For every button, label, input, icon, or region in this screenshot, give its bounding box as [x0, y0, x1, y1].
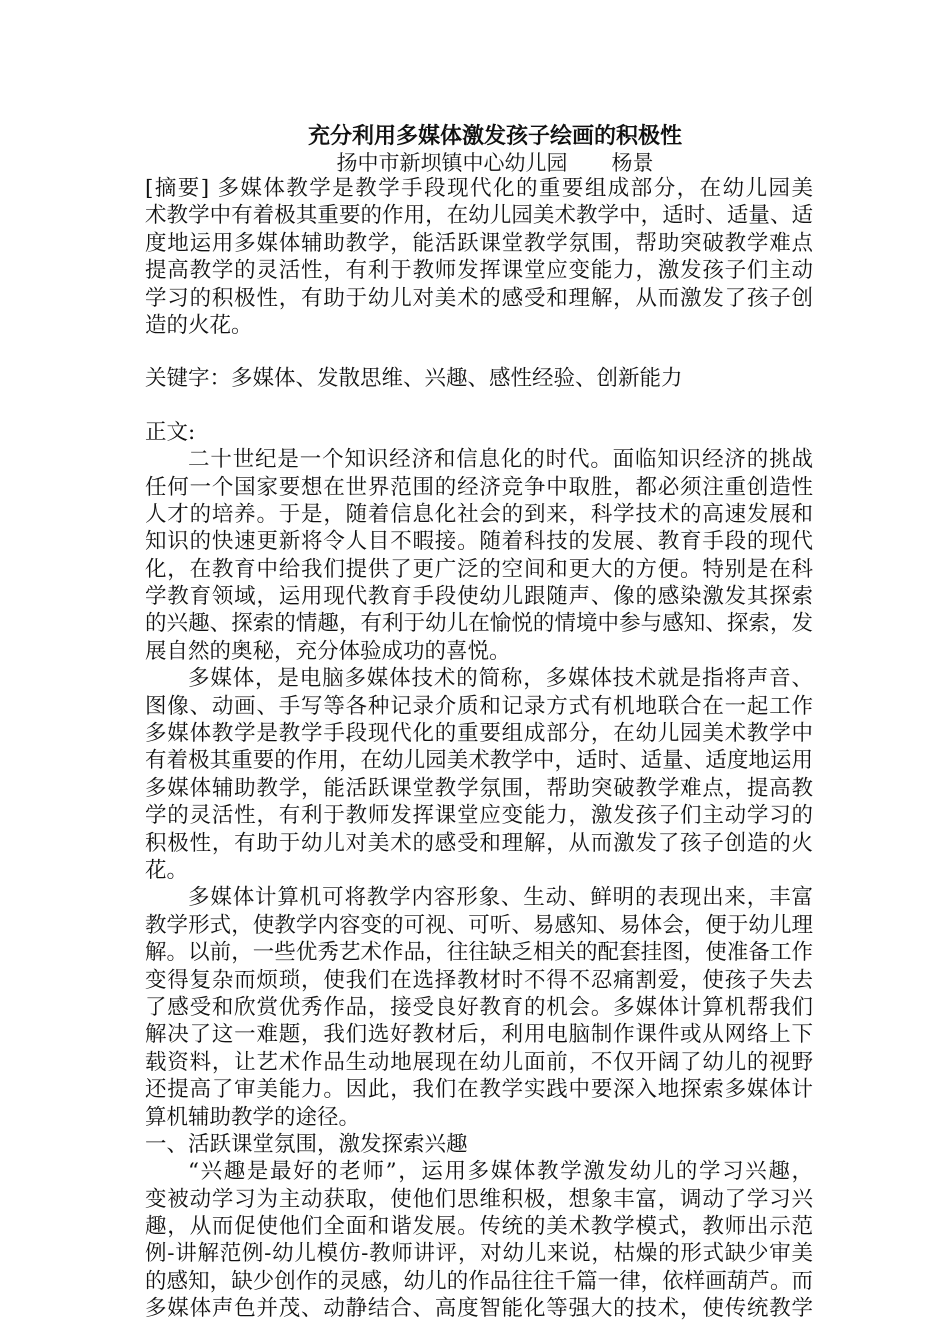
author-name: 杨景: [611, 151, 654, 175]
paragraph-line: 二十世纪是一个知识经济和信息化的时代。面临知识经济的挑战: [188, 447, 813, 473]
paragraph-2: [145, 665, 813, 884]
abstract-line: 造的火花。: [145, 312, 253, 338]
body-label: 正文:: [145, 419, 196, 445]
paragraph-line: 多媒体声色并茂、动静结合、高度智能化等强大的技术，使传统教学: [145, 1296, 813, 1322]
byline: [0, 149, 950, 177]
paragraph-line: 趣，从而促使他们全面和谐发展。传统的美术教学模式，教师出示范: [145, 1214, 813, 1240]
keywords: 关键字：多媒体、发散思维、兴趣、感性经验、创新能力: [145, 366, 683, 392]
paragraph-4: [145, 1158, 813, 1322]
paragraph-line: 有着极其重要的作用，在幼儿园美术教学中，适时、适量、适度地运用: [145, 748, 813, 774]
abstract-line: [摘要] 多媒体教学是教学手段现代化的重要组成部分，在幼儿园美: [145, 176, 813, 201]
abstract-line: 术教学中有着极其重要的作用，在幼儿园美术教学中，适时、适量、适: [145, 203, 813, 229]
paragraph-1: [145, 446, 813, 665]
paragraph-line: 任何一个国家要想在世界范围的经济竞争中取胜，都必须注重创造性: [145, 474, 813, 500]
paragraph-line: 了感受和欣赏优秀作品，接受良好教育的机会。多媒体计算机帮我们: [145, 994, 813, 1020]
paragraph-3: [145, 884, 813, 1131]
abstract-line: 度地运用多媒体辅助教学，能活跃课堂教学氛围，帮助突破教学难点: [145, 230, 813, 256]
paragraph-line: 的感知，缺少创作的灵感，幼儿的作品往往千篇一律，依样画葫芦。而: [145, 1268, 813, 1294]
paragraph-line: 化，在教育中给我们提供了更广泛的空间和更大的方便。特别是在科: [145, 556, 813, 582]
paragraph-line: 学的灵活性，有利于教师发挥课堂应变能力，激发孩子们主动学习的: [145, 803, 813, 829]
paragraph-line: 多媒体辅助教学，能活跃课堂教学氛围，帮助突破教学难点，提高教: [145, 775, 813, 801]
abstract: [145, 175, 813, 339]
paragraph-line: 变得复杂而烦琐，使我们在选择教材时不得不忍痛割爱，使孩子失去: [145, 967, 813, 993]
paragraph-line: 解。以前，一些优秀艺术作品，往往缺乏相关的配套挂图，使准备工作: [145, 940, 813, 966]
paragraph-line: 知识的快速更新将令人目不暇接。随着科技的发展、教育手段的现代: [145, 529, 813, 555]
paragraph-line: 展自然的奥秘，充分体验成功的喜悦。: [145, 638, 511, 664]
document-title: 充分利用多媒体激发孩子绘画的积极性: [307, 123, 682, 149]
paragraph-line: 积极性，有助于幼儿对美术的感受和理解，从而激发了孩子创造的火: [145, 830, 813, 856]
paragraph-line: 变被动学习为主动获取，使他们思维积极，想象丰富，调动了学习兴: [145, 1186, 813, 1212]
paragraph-line: 花。: [145, 857, 189, 883]
abstract-line: 提高教学的灵活性，有利于教师发挥课堂应变能力，激发孩子们主动: [145, 258, 813, 284]
abstract-line: 学习的积极性，有助于幼儿对美术的感受和理解，从而激发了孩子创: [145, 285, 813, 311]
paragraph-line: 学教育领域，运用现代教育手段使幼儿跟随声、像的感染激发其探索: [145, 584, 813, 610]
paragraph-line: 图像、动画、手写等各种记录介质和记录方式有机地联合在一起工作: [145, 693, 813, 719]
document-body: [145, 175, 813, 1323]
paragraph-line: 教学形式，使教学内容变的可视、可听、易感知、易体会，便于幼儿理: [145, 912, 813, 938]
paragraph-line: 多媒体教学是教学手段现代化的重要组成部分，在幼儿园美术教学中: [145, 721, 813, 747]
paragraph-line: 多媒体，是电脑多媒体技术的简称，多媒体技术就是指将声音、: [188, 666, 813, 692]
paragraph-line: 解决了这一难题，我们选好教材后，利用电脑制作课件或从网络上下: [145, 1022, 813, 1048]
paragraph-line: 例-讲解范例-幼儿模仿-教师讲评，对幼儿来说，枯燥的形式缺少审美: [145, 1241, 813, 1267]
paragraph-line: 算机辅助教学的途径。: [145, 1104, 361, 1130]
paragraph-line: 载资料，让艺术作品生动地展现在幼儿面前，不仅开阔了幼儿的视野: [145, 1049, 813, 1075]
paragraph-line: 的兴趣、探索的情趣，有利于幼儿在愉悦的情境中参与感知、探索，发: [145, 611, 813, 637]
paragraph-line: “兴趣是最好的老师”，运用多媒体教学激发幼儿的学习兴趣，: [188, 1159, 813, 1185]
paragraph-line: 人才的培养。于是，随着信息化社会的到来，科学技术的高速发展和: [145, 501, 813, 527]
paragraph-line: 多媒体计算机可将教学内容形象、生动、鲜明的表现出来，丰富: [188, 885, 813, 911]
paragraph-line: 还提高了审美能力。因此，我们在教学实践中要深入地探索多媒体计: [145, 1077, 813, 1103]
section-heading: 一、活跃课堂氛围，激发探索兴趣: [145, 1131, 468, 1157]
author-organization: 扬中市新坝镇中心幼儿园: [336, 151, 568, 175]
